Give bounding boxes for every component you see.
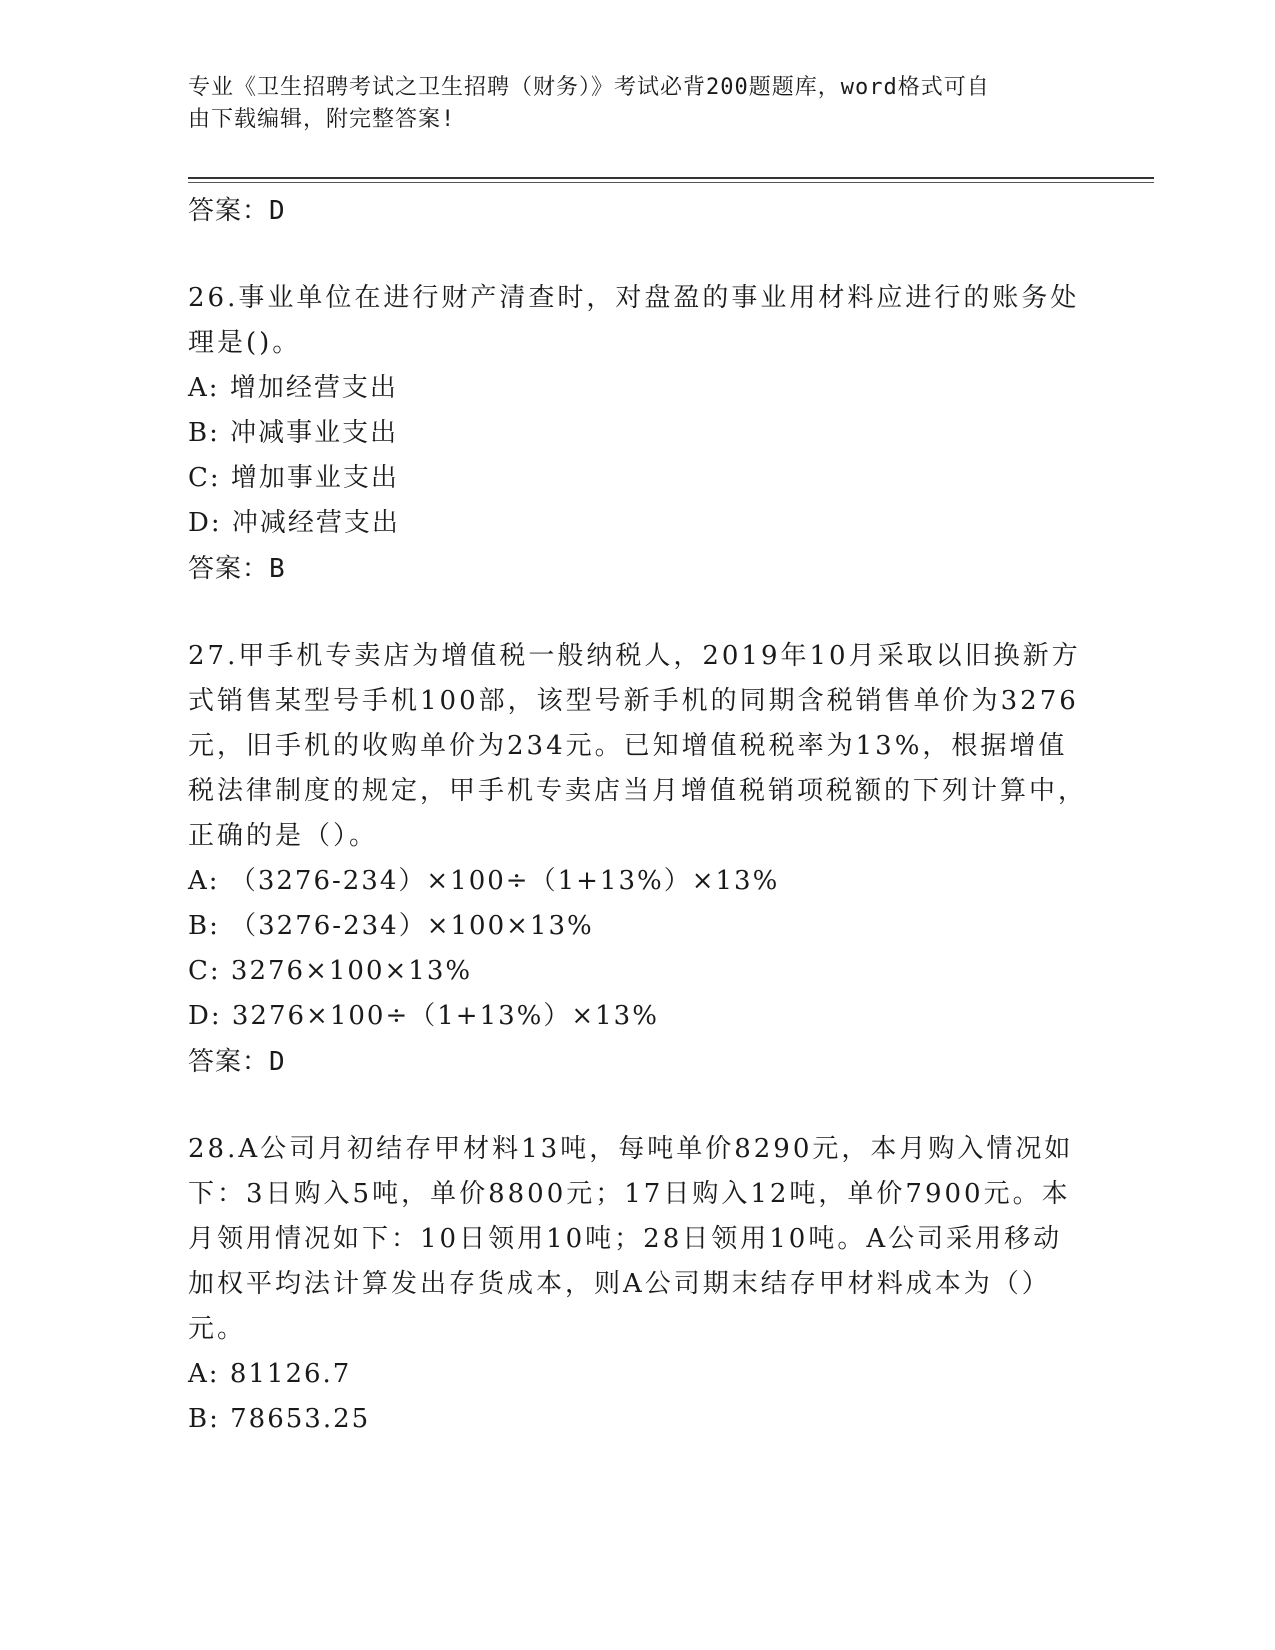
option-letter: A: xyxy=(188,373,220,403)
question-28 xyxy=(188,1127,1088,1442)
option-letter: C: xyxy=(188,956,221,986)
option-text: 冲减经营支出 xyxy=(231,508,400,538)
question-27 xyxy=(188,634,1088,1085)
header-divider xyxy=(188,177,1154,179)
option-b xyxy=(188,1397,1088,1442)
question-text: 27.甲手机专卖店为增值税一般纳税人，2019年10月采取以旧换新方式销售某型号手机100部，该型号新手机的同期含税销售单价为3276元，旧手机的收购单价为234元。已知增值税税率为13%，根据增值税法律制度的规定，甲手机专卖店当月增值税销项税额的下列计算中，正确的是（）。 xyxy=(188,641,1088,851)
option-a xyxy=(188,859,1088,904)
option-d xyxy=(188,501,1088,546)
option-text: 81126.7 xyxy=(229,1359,352,1389)
question-26 xyxy=(188,276,1088,592)
document-body xyxy=(188,188,1088,1442)
document-header xyxy=(188,72,1068,136)
question-text: 28.A公司月初结存甲材料13吨，每吨单价8290元，本月购入情况如下：3日购入5吨，单价8800元；17日购入12吨，单价7900元。本月领用情况如下：10日领用10吨；28日领用10吨。A公司采用移动加权平均法计算发出存货成本，则A公司期末结存甲材料成本为（）元。 xyxy=(188,1134,1074,1344)
option-a xyxy=(188,1352,1088,1397)
option-b xyxy=(188,411,1088,456)
option-text: （3276-234）×100×13% xyxy=(230,911,594,941)
option-b xyxy=(188,904,1088,949)
option-text: 冲减事业支出 xyxy=(230,418,399,448)
option-letter: C: xyxy=(188,463,221,493)
option-letter: D: xyxy=(188,1001,222,1031)
option-c xyxy=(188,456,1088,501)
option-text: 78653.25 xyxy=(230,1404,371,1434)
option-letter: B: xyxy=(188,911,220,941)
option-letter: D: xyxy=(188,508,222,538)
option-letter: A: xyxy=(188,866,220,896)
answer-line: 答案：B xyxy=(188,554,286,584)
option-text: 增加经营支出 xyxy=(229,373,398,403)
answer-line: 答案：D xyxy=(188,1047,286,1077)
option-text: 3276×100×13% xyxy=(230,956,473,986)
option-letter: B: xyxy=(188,1404,220,1434)
header-title-line-2: 由下载编辑，附完整答案! xyxy=(188,107,456,132)
option-d xyxy=(188,994,1088,1039)
answer-line-q25: 答案：D xyxy=(188,196,286,226)
option-text: 3276×100÷（1+13%）×13% xyxy=(231,1001,659,1031)
header-divider-thin xyxy=(188,182,1154,183)
option-a xyxy=(188,366,1088,411)
option-letter: A: xyxy=(188,1359,220,1389)
option-text: （3276-234）×100÷（1+13%）×13% xyxy=(229,866,780,896)
option-letter: B: xyxy=(188,418,220,448)
header-title-line-1: 专业《卫生招聘考试之卫生招聘（财务）》考试必背200题题库，word格式可自 xyxy=(188,75,990,100)
question-text: 26.事业单位在进行财产清查时，对盘盈的事业用材料应进行的账务处理是()。 xyxy=(188,283,1080,358)
option-text: 增加事业支出 xyxy=(230,463,399,493)
option-c xyxy=(188,949,1088,994)
